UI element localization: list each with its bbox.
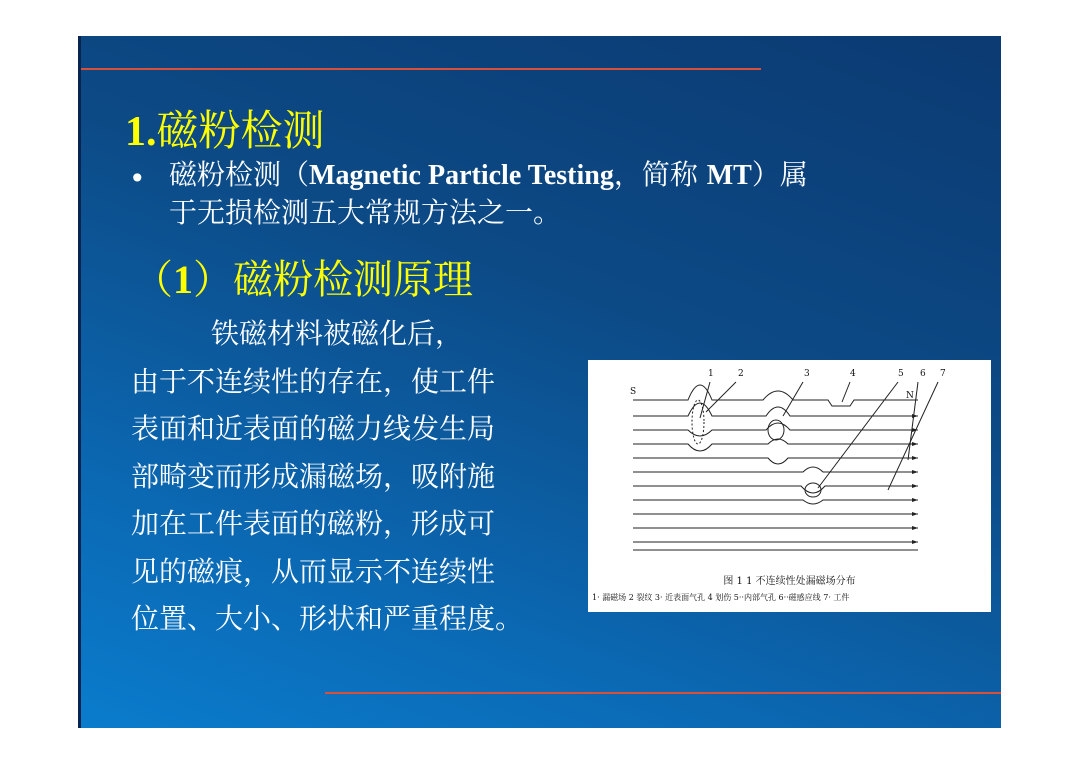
body-text [131, 310, 601, 643]
section-heading [133, 248, 473, 305]
figure-number: 4 [850, 369, 856, 379]
bullet-part-a: 磁粉检测（ [169, 158, 310, 191]
body-line: 见的磁痕，从而显示不连续性 [131, 554, 496, 588]
figure-number: 6 [920, 369, 926, 379]
subhead-text: 磁粉检测原理 [233, 257, 473, 303]
title-text: 磁粉检测 [156, 106, 325, 155]
bottom-rule [325, 692, 1001, 694]
figure-caption: 图 1 1 不连续性处漏磁场分布 [723, 576, 856, 587]
figure-number: 1 [708, 369, 714, 379]
body-line: 位置、大小、形状和严重程度。 [131, 602, 524, 635]
bullet-part-c: ，简称 [613, 158, 707, 191]
subhead-open: （ [133, 257, 173, 303]
magnetic-flux-figure [588, 360, 991, 612]
figure-number: 3 [804, 369, 810, 379]
body-line: 铁磁材料被磁化后， [211, 317, 464, 350]
bullet-marker: • [129, 162, 146, 195]
figure-number: 2 [738, 369, 744, 379]
body-line: 表面和近表面的磁力线发生局 [131, 412, 496, 445]
figure-number: 7 [940, 369, 946, 379]
subhead-close: ） [193, 257, 233, 303]
bullet-part-d: MT [706, 160, 752, 191]
bullet-line-2: 于无损检测五大常规方法之一。 [169, 196, 562, 229]
bullet-paragraph [169, 156, 969, 231]
body-line: 部畸变而形成漏磁场，吸附施 [131, 459, 496, 493]
top-rule [81, 68, 761, 70]
title-number: 1. [125, 109, 157, 155]
subhead-number: 1 [173, 257, 193, 302]
body-line: 加在工件表面的磁粉，形成可 [131, 507, 496, 540]
figure-label-n: N [906, 391, 914, 401]
figure-legend: 1· 漏磁场 2 裂纹 3· 近表面气孔 4 划伤 5··内部气孔 6··磁感应线 7· 工件 [592, 593, 850, 602]
figure-number: 5 [898, 369, 904, 379]
body-line: 由于不连续性的存在，使工件 [131, 364, 496, 398]
slide [78, 36, 1001, 728]
bullet-part-e: ）属 [751, 158, 808, 191]
slide-title [125, 98, 325, 158]
figure-label-s: S [630, 387, 637, 397]
flux-diagram [588, 360, 991, 570]
bullet-part-b: Magnetic Particle Testing [309, 160, 614, 191]
